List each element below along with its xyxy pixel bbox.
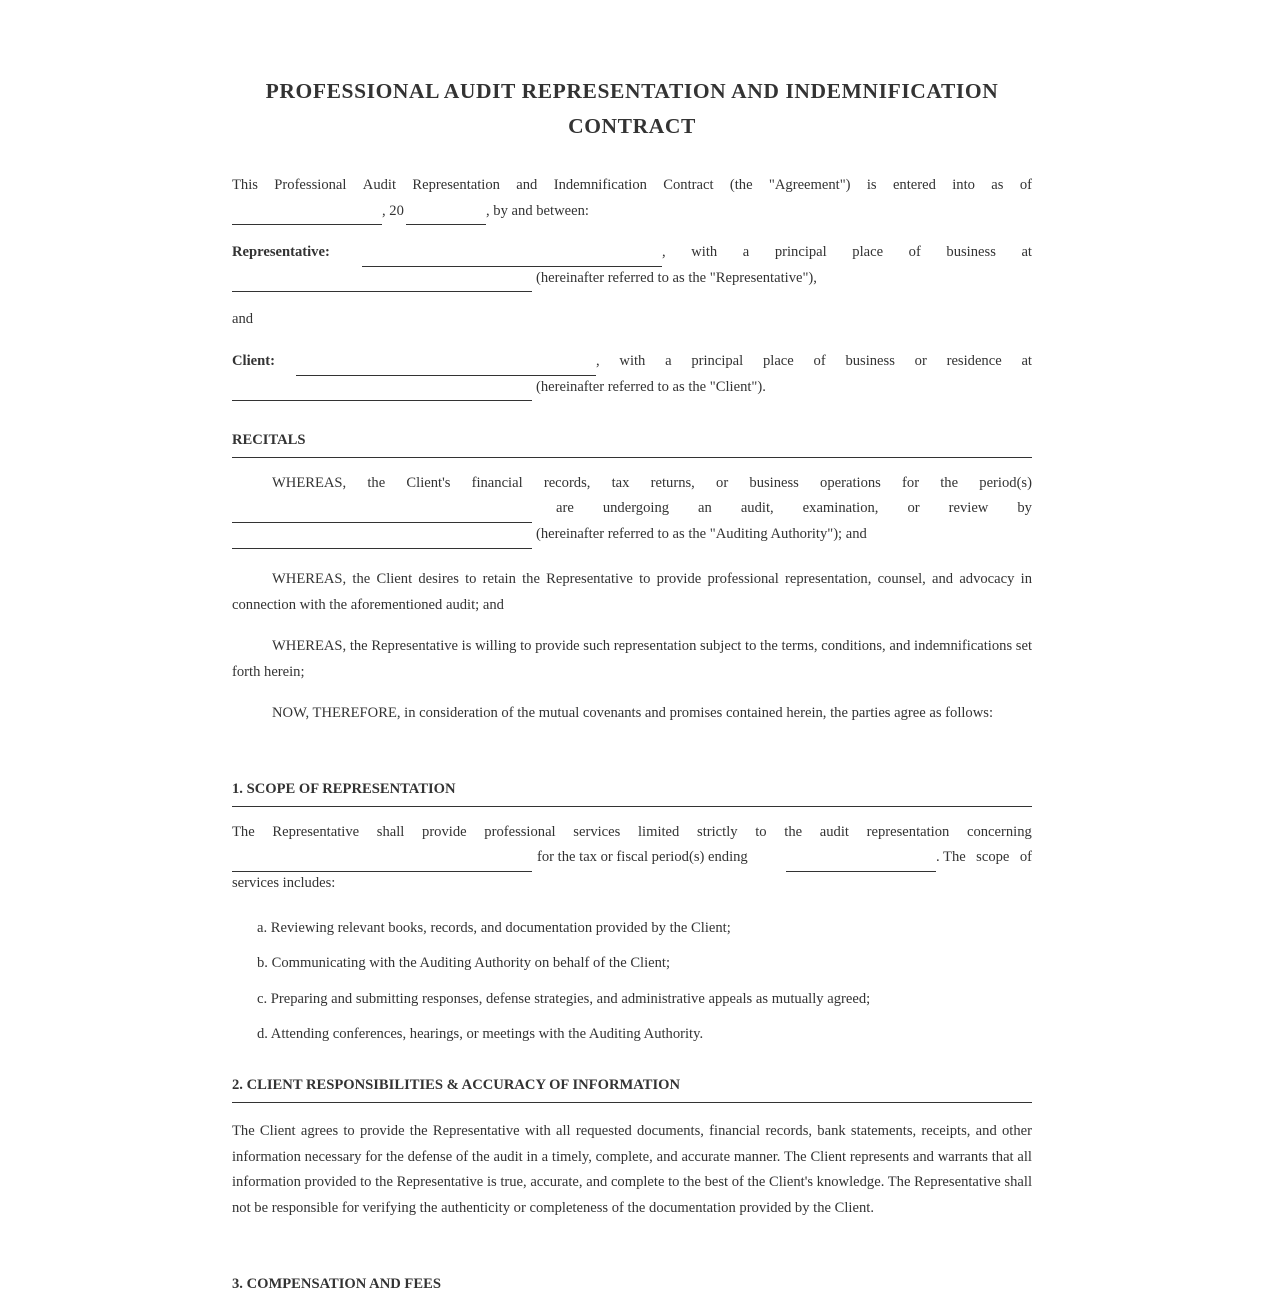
section-1-word: services bbox=[573, 824, 621, 840]
intro-word: Audit bbox=[362, 177, 397, 193]
section-1-word: . The bbox=[936, 849, 966, 865]
whereas-1-word: examination, bbox=[802, 500, 879, 516]
whereas-1-word: are bbox=[556, 500, 574, 516]
auditing-authority-blank[interactable] bbox=[232, 548, 532, 549]
client-word: , bbox=[596, 353, 600, 369]
page-title bbox=[232, 74, 1032, 144]
representative-word: at bbox=[1021, 244, 1032, 260]
intro-word: This bbox=[232, 177, 258, 193]
title-line-2: CONTRACT bbox=[568, 114, 696, 138]
client-word: at bbox=[1021, 353, 1032, 369]
and-text: and bbox=[232, 311, 254, 327]
section-1-middle: for the tax or fiscal period(s) ending bbox=[537, 849, 748, 865]
intro-word: Professional bbox=[274, 177, 347, 193]
representative-suffix: (hereinafter referred to as the "Representative"), bbox=[536, 270, 817, 286]
intro-word: Representation bbox=[412, 177, 500, 193]
year-blank[interactable] bbox=[406, 224, 486, 225]
whereas-1-word: operations bbox=[820, 475, 881, 491]
whereas-1-word: records, bbox=[543, 475, 591, 491]
whereas-1-word: tax bbox=[611, 475, 630, 491]
whereas-1-word: audit, bbox=[740, 500, 774, 516]
section-1-heading: 1. SCOPE OF REPRESENTATION bbox=[232, 779, 1032, 807]
whereas-2: WHEREAS, the Client desires to retain the Representative to provide professional representation, counsel, and advocacy in connection with the aforementioned audit; and bbox=[232, 571, 1032, 613]
whereas-1-word: or bbox=[716, 475, 729, 491]
date-blank[interactable] bbox=[232, 224, 382, 225]
representative-word: , bbox=[662, 244, 666, 260]
section-1-word: Representative bbox=[272, 824, 360, 840]
intro-line bbox=[232, 177, 1032, 194]
representative-name-blank[interactable] bbox=[362, 266, 662, 267]
concerning-blank[interactable] bbox=[232, 871, 532, 872]
representative-word: business bbox=[946, 244, 996, 260]
section-1-line-2 bbox=[232, 849, 1032, 875]
year-prefix: , 20 bbox=[382, 203, 404, 219]
representative-address-blank[interactable] bbox=[232, 291, 532, 292]
representative-word: place bbox=[852, 244, 884, 260]
whereas-1-line-3 bbox=[232, 526, 1032, 552]
section-1-word: concerning bbox=[966, 824, 1032, 840]
whereas-1-word: by bbox=[1017, 500, 1032, 516]
section-1-line-2-end bbox=[936, 849, 1032, 866]
representative-label: Representative: bbox=[232, 244, 330, 260]
representative-word: of bbox=[908, 244, 921, 260]
section-3-heading: 3. COMPENSATION AND FEES bbox=[232, 1276, 441, 1292]
whereas-1-word: review bbox=[948, 500, 989, 516]
intro-word: "Agreement") bbox=[768, 177, 851, 193]
scope-item-c: c. Preparing and submitting responses, defense strategies, and administrative appeals as mutually agreed; bbox=[257, 991, 871, 1007]
section-1-line-1 bbox=[232, 824, 1032, 841]
scope-item-d: d. Attending conferences, hearings, or meetings with the Auditing Authority. bbox=[257, 1026, 704, 1042]
section-1-word: The bbox=[232, 824, 255, 840]
client-word: or bbox=[914, 353, 927, 369]
whereas-1-word: period(s) bbox=[979, 475, 1032, 491]
section-2-text: The Client agrees to provide the Representative with all requested documents, financial records, bank statements, receipts, and other information necessary for the defense of the audit in a timely, complete, and accurate manner. The Client represents and warrants that all information provided to the Representative is true, accurate, and complete to the best of the Client's knowledge. The Representative shall not be responsible for verifying the authenticity or completeness of the documentation provided by the Client. bbox=[232, 1123, 1032, 1216]
whereas-1-word: for bbox=[902, 475, 920, 491]
intro-date-line bbox=[232, 203, 1032, 229]
whereas-1-suffix: (hereinafter referred to as the "Auditing Authority"); and bbox=[536, 526, 867, 542]
whereas-1-word: an bbox=[698, 500, 712, 516]
section-1-word: representation bbox=[866, 824, 950, 840]
intro-word: is bbox=[866, 177, 877, 193]
whereas-3: WHEREAS, the Representative is willing to provide such representation subject to the terms, conditions, and indemnifications set forth herein; bbox=[232, 638, 1032, 680]
client-suffix: (hereinafter referred to as the "Client"). bbox=[536, 379, 766, 395]
whereas-1-word: financial bbox=[471, 475, 523, 491]
now-therefore: NOW, THEREFORE, in consideration of the mutual covenants and promises contained herein, the parties agree as follows: bbox=[272, 705, 994, 721]
whereas-1-word: the bbox=[367, 475, 386, 491]
client-word: business bbox=[845, 353, 895, 369]
client-word: of bbox=[813, 353, 826, 369]
section-1-word: limited bbox=[637, 824, 680, 840]
section-1-word: shall bbox=[376, 824, 405, 840]
whereas-1-word: undergoing bbox=[602, 500, 670, 516]
section-1-word: of bbox=[1019, 849, 1032, 865]
whereas-1-word: Client's bbox=[406, 475, 451, 491]
client-name-blank[interactable] bbox=[296, 375, 596, 376]
intro-word: and bbox=[516, 177, 538, 193]
client-word: residence bbox=[946, 353, 1002, 369]
client-label: Client: bbox=[232, 353, 275, 369]
section-1-word: audit bbox=[819, 824, 849, 840]
title-line-1: PROFESSIONAL AUDIT REPRESENTATION AND INDEMNIFICATION bbox=[265, 79, 999, 103]
scope-item-a: a. Reviewing relevant books, records, and documentation provided by the Client; bbox=[257, 920, 731, 936]
section-1-word: professional bbox=[484, 824, 556, 840]
client-address-text bbox=[596, 353, 1032, 370]
intro-word: Contract bbox=[663, 177, 714, 193]
whereas-1-word: or bbox=[907, 500, 920, 516]
intro-word: as bbox=[991, 177, 1004, 193]
section-1-word: scope bbox=[976, 849, 1010, 865]
representative-word: with bbox=[691, 244, 718, 260]
client-word: with bbox=[619, 353, 646, 369]
representative-suffix-line bbox=[232, 270, 1032, 296]
client-word: principal bbox=[691, 353, 744, 369]
section-1-word: strictly bbox=[697, 824, 738, 840]
whereas-1-word: WHEREAS, bbox=[272, 475, 347, 491]
client-word: place bbox=[762, 353, 794, 369]
section-1-word: provide bbox=[422, 824, 467, 840]
client-suffix-line bbox=[232, 379, 1032, 405]
representative-address-text bbox=[662, 244, 1032, 261]
section-1-line-3 bbox=[232, 875, 1032, 901]
client-word: a bbox=[665, 353, 672, 369]
representative-word: a bbox=[742, 244, 750, 260]
whereas-1-word: business bbox=[749, 475, 799, 491]
client-address-blank[interactable] bbox=[232, 400, 532, 401]
whereas-1-line-1 bbox=[272, 475, 1032, 492]
scope-item-b: b. Communicating with the Auditing Authority on behalf of the Client; bbox=[257, 955, 671, 971]
intro-suffix: , by and between: bbox=[486, 203, 589, 219]
intro-word: into bbox=[952, 177, 975, 193]
representative-word: principal bbox=[774, 244, 827, 260]
section-1-word: to bbox=[755, 824, 767, 840]
period-ending-blank[interactable] bbox=[786, 871, 936, 872]
intro-word: Indemnification bbox=[553, 177, 647, 193]
section-1-word: the bbox=[784, 824, 803, 840]
whereas-1-line-2-text bbox=[556, 500, 1032, 517]
period-blank[interactable] bbox=[232, 522, 532, 523]
whereas-1-word: the bbox=[940, 475, 959, 491]
and-line bbox=[232, 311, 1032, 337]
section-2-heading: 2. CLIENT RESPONSIBILITIES & ACCURACY OF INFORMATION bbox=[232, 1075, 1032, 1103]
section-1-services-includes: services includes: bbox=[232, 875, 336, 891]
intro-word: entered bbox=[892, 177, 936, 193]
intro-word: of bbox=[1019, 177, 1032, 193]
intro-word: (the bbox=[729, 177, 753, 193]
whereas-1-word: returns, bbox=[650, 475, 695, 491]
recitals-heading: RECITALS bbox=[232, 430, 1032, 458]
